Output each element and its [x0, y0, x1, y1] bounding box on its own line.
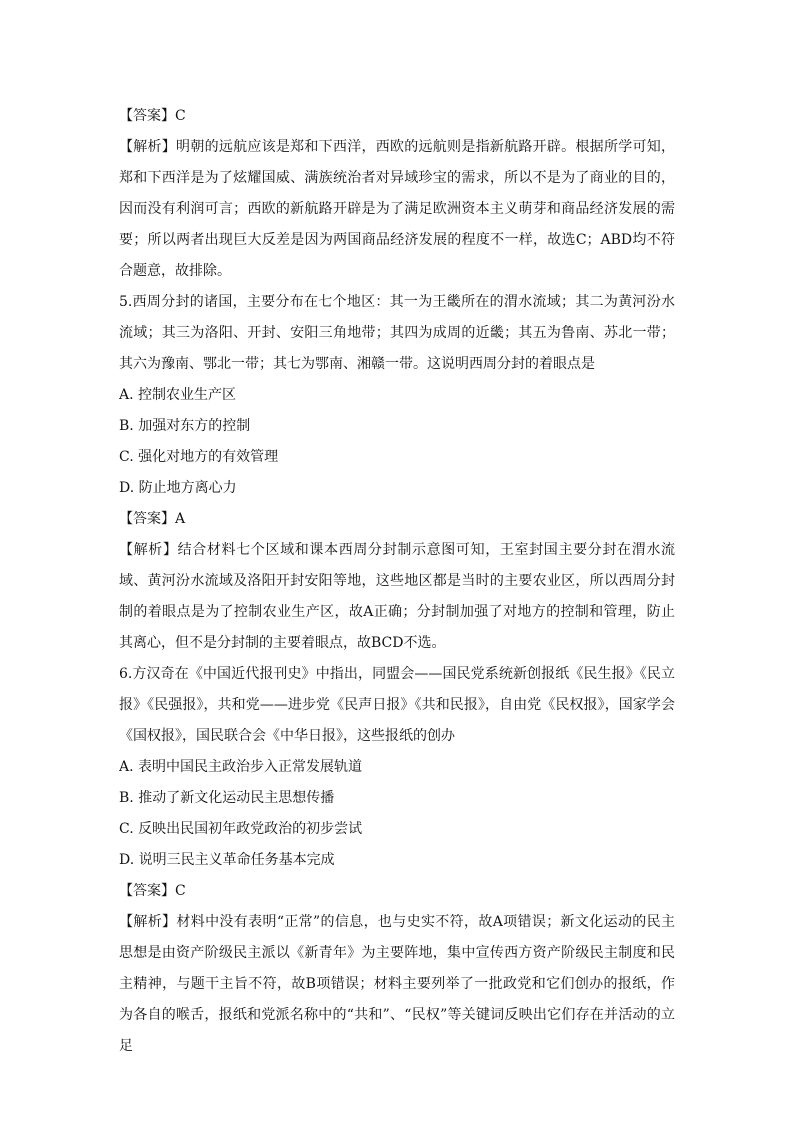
question-6-stem: 6.方汉奇在《中国近代报刊史》中指出，同盟会——国民党系统新创报纸《民生报》《民立报》《民强报》，共和党——进步党《民声日报》《共和民报》，自由党《民权报》，国家学会《国权报》，国民联合会《中华日报》，这些报纸的创办 — [119, 666, 675, 744]
question-5-stem: 5.西周分封的诸国，主要分布在七个地区：其一为王畿所在的渭水流域；其二为黄河汾水流域；其三为洛阳、开封、安阳三角地带；其四为成周的近畿；其五为鲁南、苏北一带；其六为豫南、鄂北一带；其七为鄂南、湘赣一带。这说明西周分封的着眼点是 — [119, 294, 675, 372]
question-6-option-a: A. 表明中国民主政治步入正常发展轨道 — [119, 759, 363, 775]
question-6-option-d: D. 说明三民主义革命任务基本完成 — [119, 852, 335, 868]
analysis-paragraph: 【解析】材料中没有表明“正常”的信息，也与史实不符，故A项错误；新文化运动的民主思想是由资产阶级民主派以《新青年》为主要阵地，集中宣传西方资产阶级民主制度和民主精神，与题干主旨不符，故B项错误；材料主要列举了一批政党和它们创办的报纸，作为各自的喉舌，报纸和党派名称中的“共和”、“民权”等关键词反映出它们存在并活动的立足 — [119, 914, 675, 1054]
question-5-option-c: C. 强化对地方的有效管理 — [119, 449, 279, 465]
question-6-option-b: B. 推动了新文化运动民主思想传播 — [119, 790, 335, 806]
question-5-option-b: B. 加强对东方的控制 — [119, 418, 251, 434]
document-body — [119, 101, 675, 1062]
answer-line: 【答案】C — [119, 108, 186, 124]
question-5-option-d: D. 防止地方离心力 — [119, 480, 237, 496]
answer-line: 【答案】C — [119, 883, 186, 899]
analysis-paragraph: 【解析】明朝的远航应该是郑和下西洋，西欧的远航则是指新航路开辟。根据所学可知，郑和下西洋是为了炫耀国威、满族统治者对异域珍宝的需求，所以不是为了商业的目的，因而没有利润可言；西欧的新航路开辟是为了满足欧洲资本主义萌芽和商品经济发展的需要；所以两者出现巨大反差是因为两国商品经济发展的程度不一样，故选C；ABD均不符合题意，故排除。 — [119, 139, 675, 279]
question-6-option-c: C. 反映出民国初年政党政治的初步尝试 — [119, 821, 363, 837]
question-5-option-a: A. 控制农业生产区 — [119, 387, 237, 403]
analysis-paragraph: 【解析】结合材料七个区域和课本西周分封制示意图可知，王室封国主要分封在渭水流域、黄河汾水流域及洛阳开封安阳等地，这些地区都是当时的主要农业区，所以西周分封制的着眼点是为了控制农业生产区，故A正确；分封制加强了对地方的控制和管理，防止其离心，但不是分封制的主要着眼点，故BCD不选。 — [119, 542, 675, 651]
answer-line: 【答案】A — [119, 511, 186, 527]
